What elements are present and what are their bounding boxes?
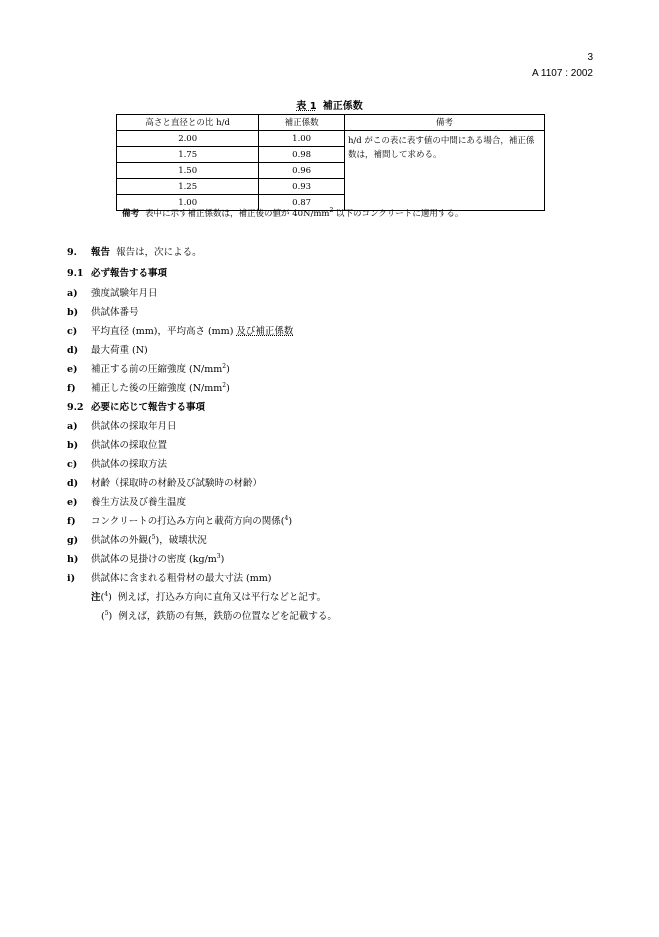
note-text-b: 以下のコンクリートに適用する。 — [333, 209, 464, 219]
item-marker: a) — [67, 421, 78, 432]
list-item — [67, 475, 262, 489]
table-note — [122, 207, 463, 219]
factor-cell: 0.96 — [259, 163, 345, 179]
note-text-a: 表中に示す補正係数は，補正後の値が 40N/mm — [145, 209, 330, 219]
section-9-2-heading — [67, 399, 205, 413]
factor-cell: 0.87 — [259, 195, 345, 211]
footnote-paren: ) — [108, 592, 112, 603]
factor-cell: 0.93 — [259, 179, 345, 195]
ratio-cell: 2.00 — [117, 131, 259, 147]
table-header-row — [117, 115, 545, 131]
section-number: 9. — [67, 247, 77, 258]
document-id: A 1107 : 2002 — [532, 68, 593, 79]
list-item — [67, 380, 230, 394]
factor-cell: 1.00 — [259, 131, 345, 147]
list-item — [67, 456, 167, 470]
item-sup: 5 — [151, 533, 156, 541]
header-factor: 補正係数 — [259, 115, 345, 131]
item-text-end: )，破壊状況 — [155, 535, 207, 546]
item-marker: e) — [67, 497, 78, 508]
item-text: 供試体に含まれる粗骨材の最大寸法 (mm) — [91, 573, 272, 584]
item-sup: 4 — [284, 514, 289, 522]
item-marker: b) — [67, 440, 79, 451]
section-title: 必要に応じて報告する事項 — [91, 402, 206, 413]
item-text-end: ) — [226, 383, 230, 394]
item-marker: e) — [67, 364, 78, 375]
item-text: コンクリートの打込み方向と載荷方向の関係( — [91, 516, 285, 527]
footnote-text: 例えば，鉄筋の有無，鉄筋の位置などを記載する。 — [118, 611, 337, 622]
table-caption — [0, 97, 659, 112]
item-marker: f) — [67, 516, 76, 527]
list-item — [67, 494, 186, 508]
table-title: 補正係数 — [322, 101, 363, 112]
item-marker: f) — [67, 383, 76, 394]
item-text: 供試体の採取年月日 — [91, 421, 177, 432]
footnote-number: 5 — [104, 609, 109, 617]
ratio-cell: 1.25 — [117, 179, 259, 195]
list-item — [67, 342, 148, 356]
item-marker: a) — [67, 288, 78, 299]
footnote-paren: ( — [101, 611, 105, 622]
item-marker: i) — [67, 573, 76, 584]
item-text-underlined: 及び補正係数 — [236, 326, 294, 337]
item-text-end: ) — [226, 364, 230, 375]
section-number: 9.1 — [67, 268, 84, 279]
footnote-label: 注 — [91, 592, 101, 603]
page-number: 3 — [587, 52, 593, 63]
remark-cell: h/d がこの表に表す値の中間にある場合，補正係数は，補間して求める。 — [344, 131, 544, 211]
item-marker: d) — [67, 345, 79, 356]
list-item — [67, 323, 293, 337]
item-sup: 2 — [222, 381, 227, 389]
list-item — [67, 513, 292, 527]
item-text: 養生方法及び養生温度 — [91, 497, 187, 508]
item-marker: g) — [67, 535, 79, 546]
section-text: 報告は，次による。 — [116, 247, 202, 258]
item-text: 補正した後の圧縮強度 (N/mm — [91, 383, 223, 394]
list-item — [67, 551, 224, 565]
item-text: 材齢（採取時の材齢及び試験時の材齢） — [91, 478, 263, 489]
item-text: 強度試験年月日 — [91, 288, 158, 299]
footnote-number: 4 — [104, 590, 109, 598]
list-item — [67, 570, 271, 584]
note-label: 備考 — [122, 209, 140, 219]
list-item — [67, 418, 177, 432]
section-title: 必ず報告する事項 — [91, 268, 168, 279]
item-marker: c) — [67, 459, 78, 470]
item-text: 供試体の外観( — [91, 535, 152, 546]
item-sup: 2 — [222, 362, 227, 370]
header-ratio: 高さと直径との比 h/d — [117, 115, 259, 131]
table-number: 表 1 — [296, 101, 317, 112]
correction-factor-table — [116, 114, 545, 211]
item-marker: b) — [67, 307, 79, 318]
section-number: 9.2 — [67, 402, 84, 413]
item-text: 平均直径 (mm)，平均高さ (mm) — [91, 326, 237, 337]
item-text: 補正する前の圧縮強度 (N/mm — [91, 364, 223, 375]
list-item — [67, 304, 139, 318]
item-marker: c) — [67, 326, 78, 337]
table-row — [117, 131, 545, 147]
item-marker: h) — [67, 554, 79, 565]
section-9-1-heading — [67, 265, 167, 279]
item-text: 供試体の採取位置 — [91, 440, 168, 451]
item-text: 供試体番号 — [91, 307, 139, 318]
item-text: 供試体の採取方法 — [91, 459, 168, 470]
footnote-paren: ) — [108, 611, 113, 622]
item-marker: d) — [67, 478, 79, 489]
list-item — [67, 437, 167, 451]
item-sup: 3 — [216, 552, 221, 560]
factor-cell: 0.98 — [259, 147, 345, 163]
header-remark: 備考 — [344, 115, 544, 131]
section-title: 報告 — [91, 247, 111, 258]
list-item — [67, 361, 230, 375]
note-sup: 2 — [329, 207, 334, 215]
item-text-end: ) — [288, 516, 293, 527]
list-item — [67, 532, 207, 546]
footnote-4 — [91, 589, 326, 603]
ratio-cell: 1.00 — [117, 195, 259, 211]
item-text: 供試体の見掛けの密度 (kg/m — [91, 554, 217, 565]
section-9-heading — [67, 244, 202, 258]
list-item — [67, 285, 158, 299]
item-text: 最大荷重 (N) — [91, 345, 148, 356]
footnote-5 — [101, 608, 337, 622]
footnote-text: 例えば，打込み方向に直角又は平行などと記す。 — [117, 592, 327, 603]
ratio-cell: 1.75 — [117, 147, 259, 163]
ratio-cell: 1.50 — [117, 163, 259, 179]
footnote-paren: ( — [100, 592, 105, 603]
item-text-end: ) — [220, 554, 225, 565]
